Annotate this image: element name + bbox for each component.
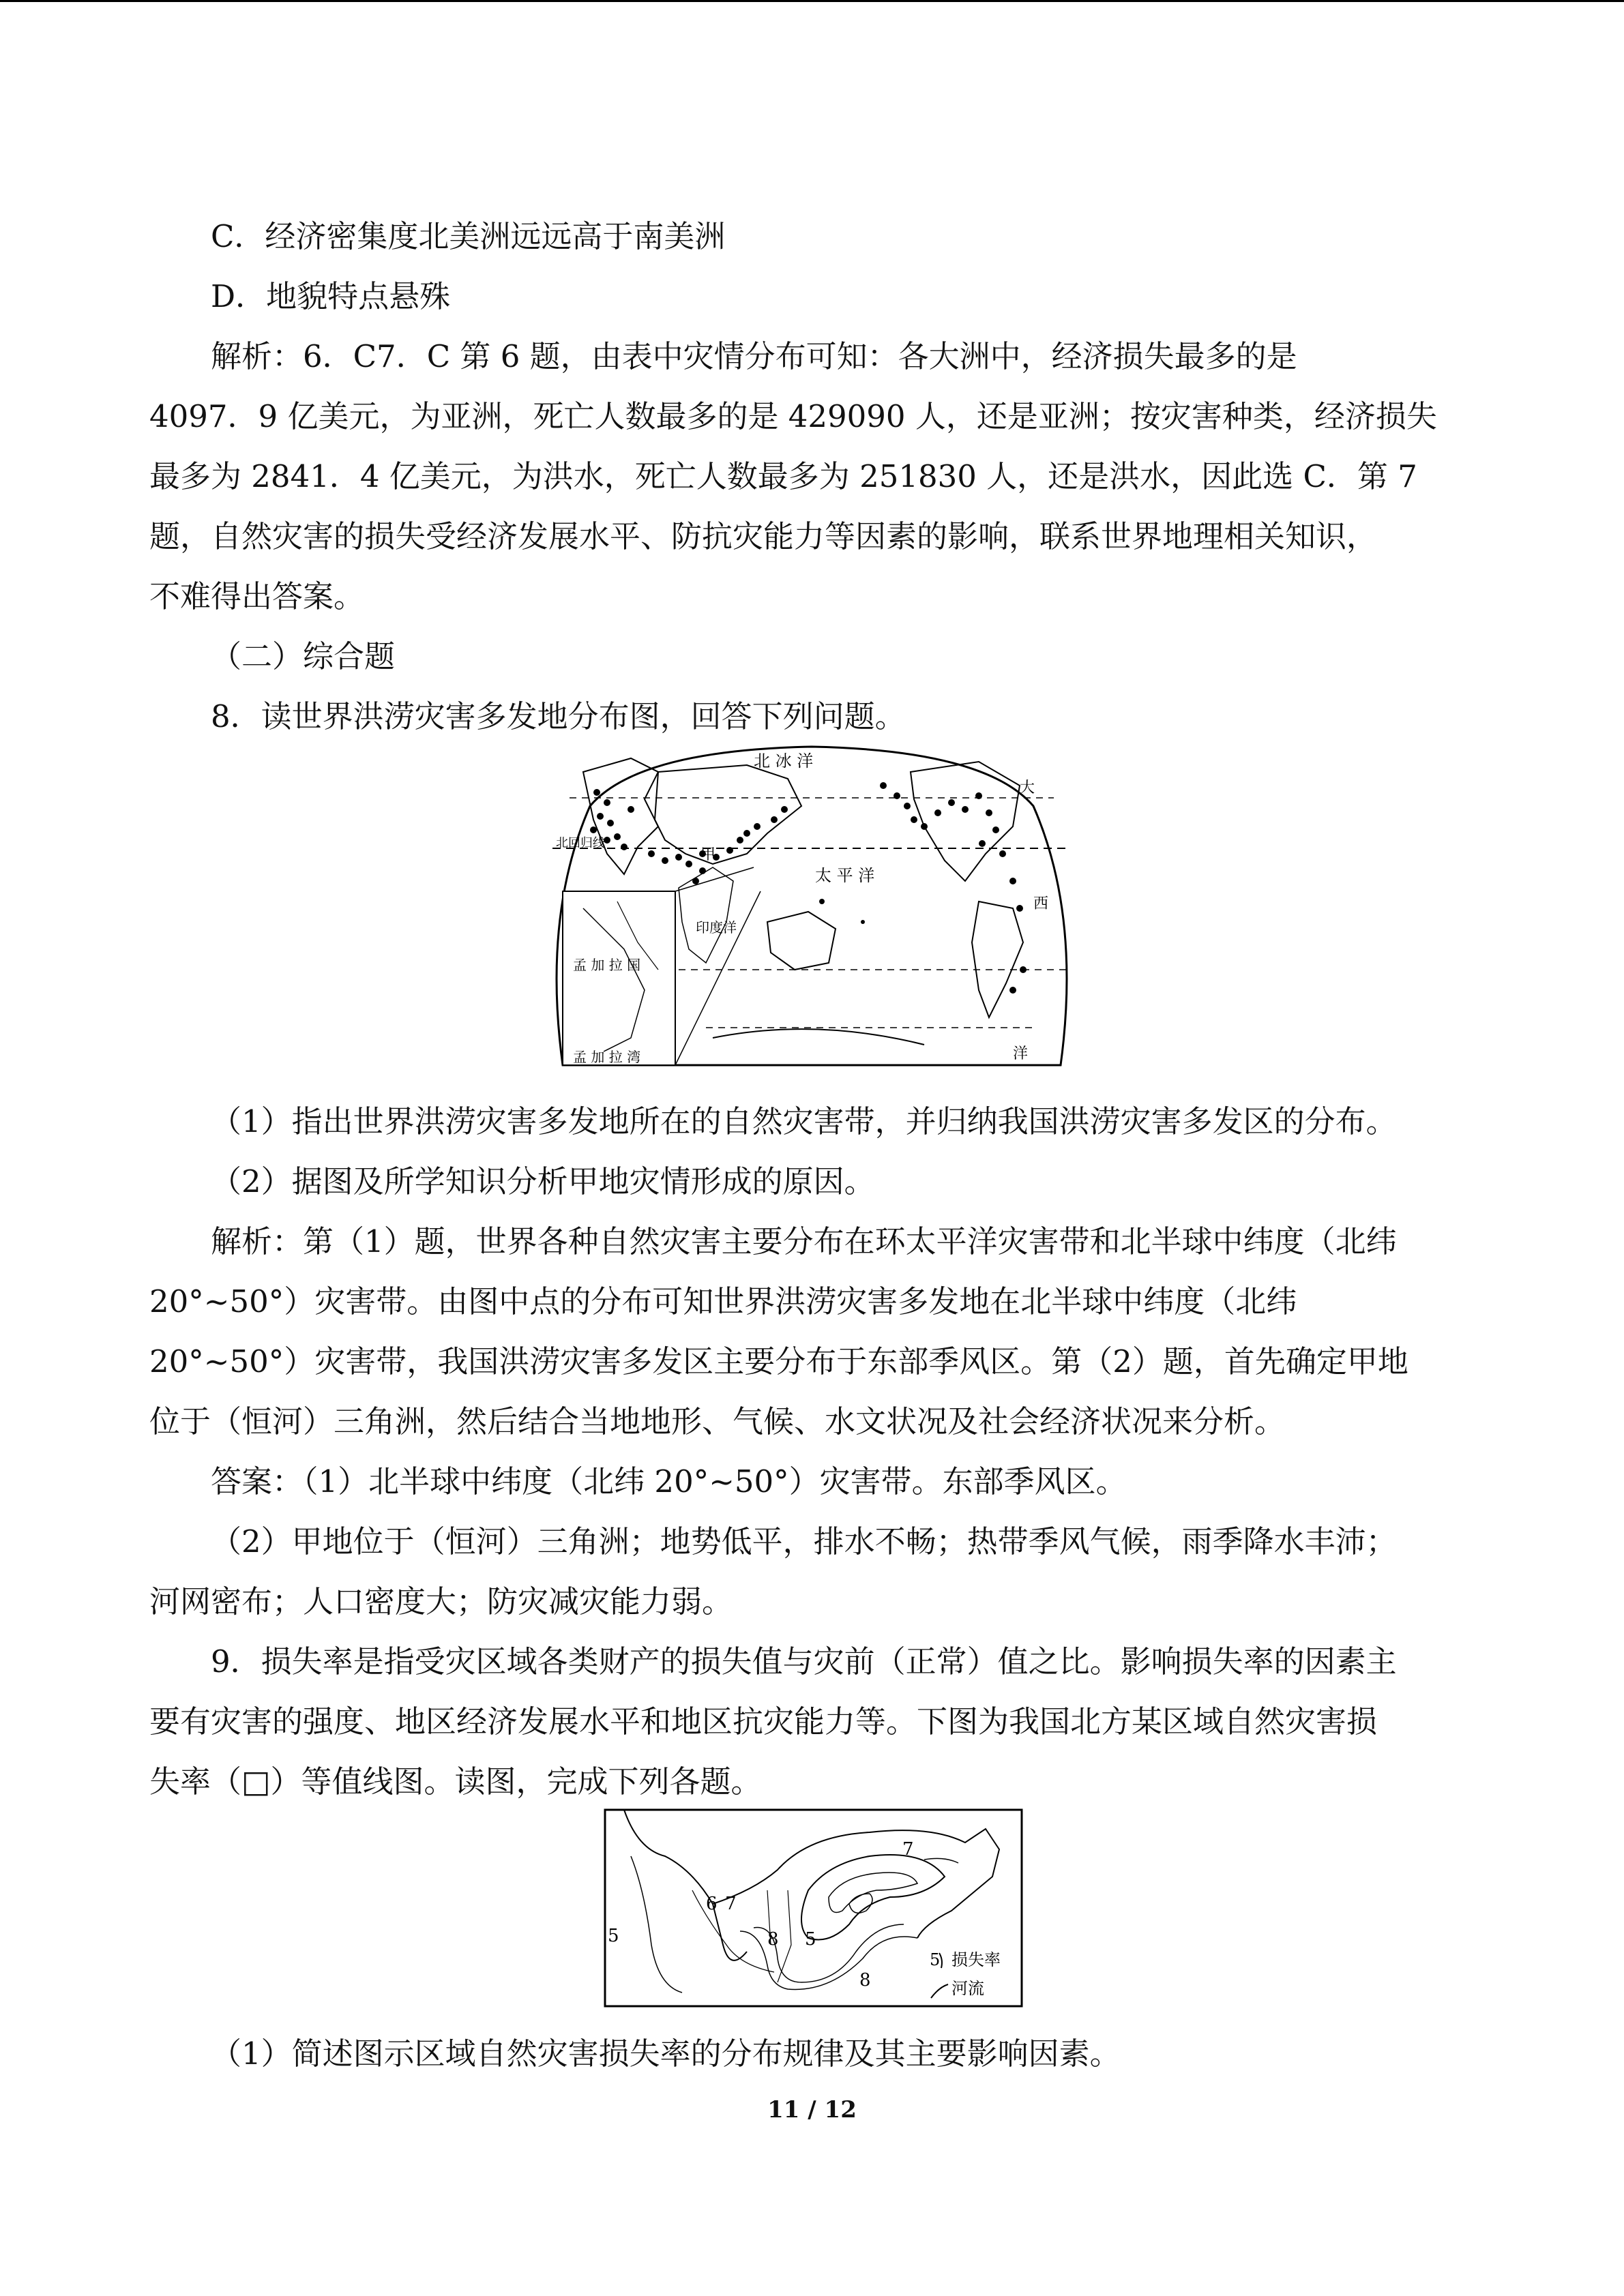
option-c: C．经济密集度北美洲远远高于南美洲 [211,218,726,254]
text-block-2 [149,1092,1479,1812]
question-9-line: 失率（□）等值线图。读图，完成下列各题。 [149,1763,762,1800]
label-da: 大 [1020,779,1035,796]
question-9-line: 要有灾害的强度、地区经济发展水平和地区抗灾能力等。下图为我国北方某区域自然灾害损 [149,1703,1378,1740]
section-heading: （二）综合题 [211,638,396,674]
contour-map-svg [604,1808,1023,2008]
legend-river: 河流 [951,1979,984,1998]
text-block-3 [149,2024,1479,2084]
label-xi: 西 [1033,895,1049,912]
legend-contour-value: 5 [930,1950,941,1969]
analysis-line: 20°~50°）灾害带。由图中点的分布可知世界洪涝灾害多发地在北半球中纬度（北纬 [149,1283,1297,1320]
label-jia: 甲 [700,846,716,863]
text-block-1 [149,207,1479,747]
contour-label: 7 [902,1839,914,1860]
page-number: 11 / 12 [767,2096,857,2123]
analysis-line: 位于（恒河）三角洲，然后结合当地地形、气候、水文状况及社会经济状况来分析。 [149,1403,1286,1440]
label-indian-ocean: 印度洋 [696,919,737,936]
question-9: 9．损失率是指受灾区域各类财产的损失值与灾前（正常）值之比。影响损失率的因素主 [211,1643,1397,1680]
option-d: D．地貌特点悬殊 [211,278,451,314]
label-bay-of-bengal: 孟 加 拉 湾 [573,1049,641,1065]
contour-label: 5 [805,1929,816,1950]
analysis-line: 最多为 2841．4 亿美元，为洪水，死亡人数最多为 251830 人，还是洪水，因此选 C．第 7 [149,458,1417,494]
analysis-line: 解析：6．C7．C 第 6 题，由表中灾情分布可知：各大洲中，经济损失最多的是 [211,338,1297,374]
label-pacific-ocean: 太 平 洋 [815,866,875,885]
contour-label: 5 [608,1926,619,1946]
question-8: 8．读世界洪涝灾害多发地分布图，回答下列问题。 [211,698,906,734]
world-map-svg [542,745,1081,1075]
top-border [0,0,1624,2]
contour-label: 8 [859,1970,871,1991]
label-bangladesh: 孟 加 拉 国 [573,957,641,973]
legend-loss-rate: 损失率 [951,1950,1001,1969]
sub-question-2: （2）据图及所学知识分析甲地灾情形成的原因。 [211,1163,875,1199]
label-arctic-ocean: 北 冰 洋 [754,751,814,771]
answer-line: 河网密布；人口密度大；防灾减灾能力弱。 [149,1583,733,1620]
label-yang: 洋 [1013,1045,1029,1062]
analysis-line: 解析：第（1）题，世界各种自然灾害主要分布在环太平洋灾害带和北半球中纬度（北纬 [211,1223,1397,1259]
answer-line: （2）甲地位于（恒河）三角洲；地势低平，排水不畅；热带季风气候，雨季降水丰沛； [211,1523,1397,1560]
analysis-line: 题，自然灾害的损失受经济发展水平、防抗灾能力等因素的影响，联系世界地理相关知识， [149,518,1378,554]
analysis-line: 4097．9 亿美元，为亚洲，死亡人数最多的是 429090 人，还是亚洲；按灾害种类，经济损失 [149,398,1437,434]
analysis-line: 不难得出答案。 [149,578,365,614]
contour-label: 7 [725,1894,737,1914]
loss-rate-contour-map [604,1808,1023,2008]
contour-label: 8 [767,1929,779,1950]
contour-label: 6 [706,1894,718,1914]
world-flood-map [542,745,1081,1075]
answer-line: 答案：（1）北半球中纬度（北纬 20°~50°）灾害带。东部季风区。 [211,1463,1127,1500]
sub-question-1: （1）指出世界洪涝灾害多发地所在的自然灾害带，并归纳我国洪涝灾害多发区的分布。 [211,1103,1397,1139]
label-tropic-of-cancer: 北回归线 [556,836,605,850]
analysis-line: 20°~50°）灾害带，我国洪涝灾害多发区主要分布于东部季风区。第（2）题，首先确定甲地 [149,1343,1408,1380]
sub-question-9-1: （1）简述图示区域自然灾害损失率的分布规律及其主要影响因素。 [211,2036,1121,2072]
